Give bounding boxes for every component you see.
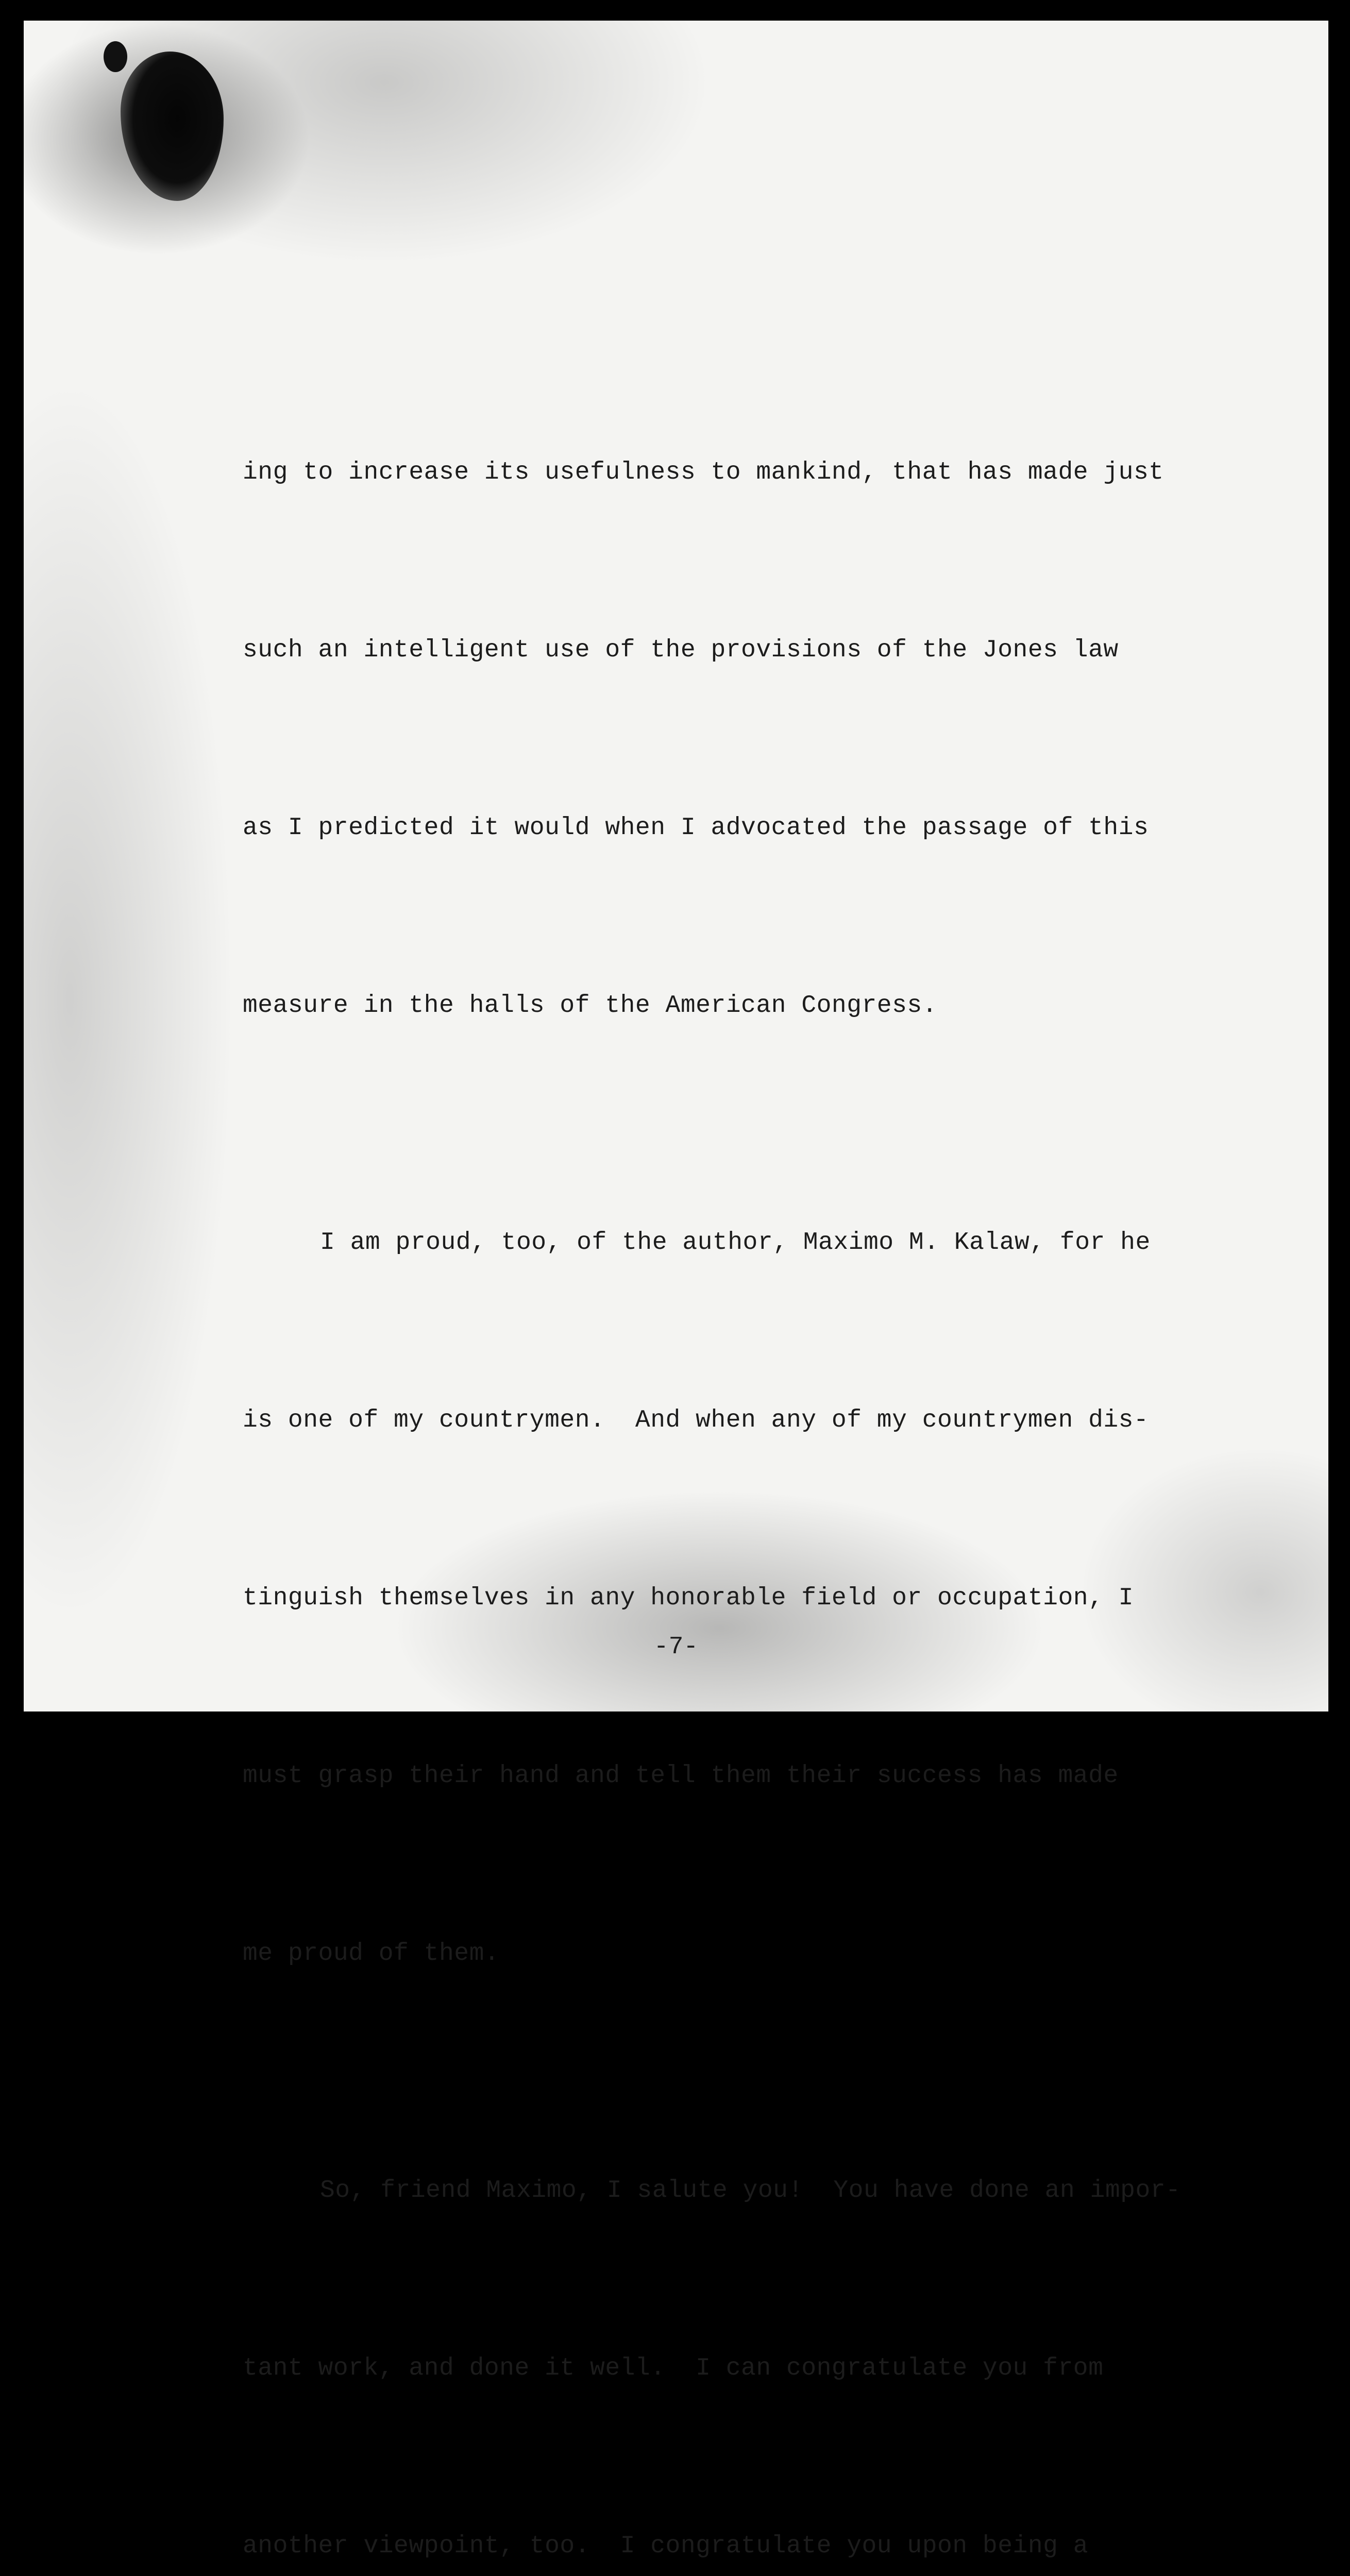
body-text (243, 265, 1253, 2576)
text-line: tinguish themselves in any honorable field or occupation, I (243, 1584, 1134, 1612)
text-line: is one of my countrymen. And when any of my countrymen dis- (243, 1406, 1149, 1434)
text-line: So, friend Maximo, I salute you! You have done an impor- (320, 2177, 1181, 2205)
ink-stain (104, 41, 127, 72)
text-line: me proud of them. (243, 1940, 500, 1968)
text-line: ing to increase its usefulness to mankind, that has made just (243, 459, 1164, 486)
text-line: must grasp their hand and tell them their success has made (243, 1762, 1119, 1790)
page-number: -7- (653, 1633, 699, 1661)
ink-stain (121, 52, 224, 201)
text-line: such an intelligent use of the provisions of the Jones law (243, 636, 1119, 664)
document-page (24, 21, 1328, 2560)
text-line: another viewpoint, too. I congratulate you upon being a (243, 2532, 1089, 2560)
text-line: measure in the halls of the American Congress. (243, 992, 938, 1020)
text-line: I am proud, too, of the author, Maximo M. Kalaw, for he (320, 1229, 1151, 1257)
text-line: as I predicted it would when I advocated the passage of this (243, 814, 1149, 842)
text-line: tant work, and done it well. I can congratulate you from (243, 2354, 1104, 2382)
